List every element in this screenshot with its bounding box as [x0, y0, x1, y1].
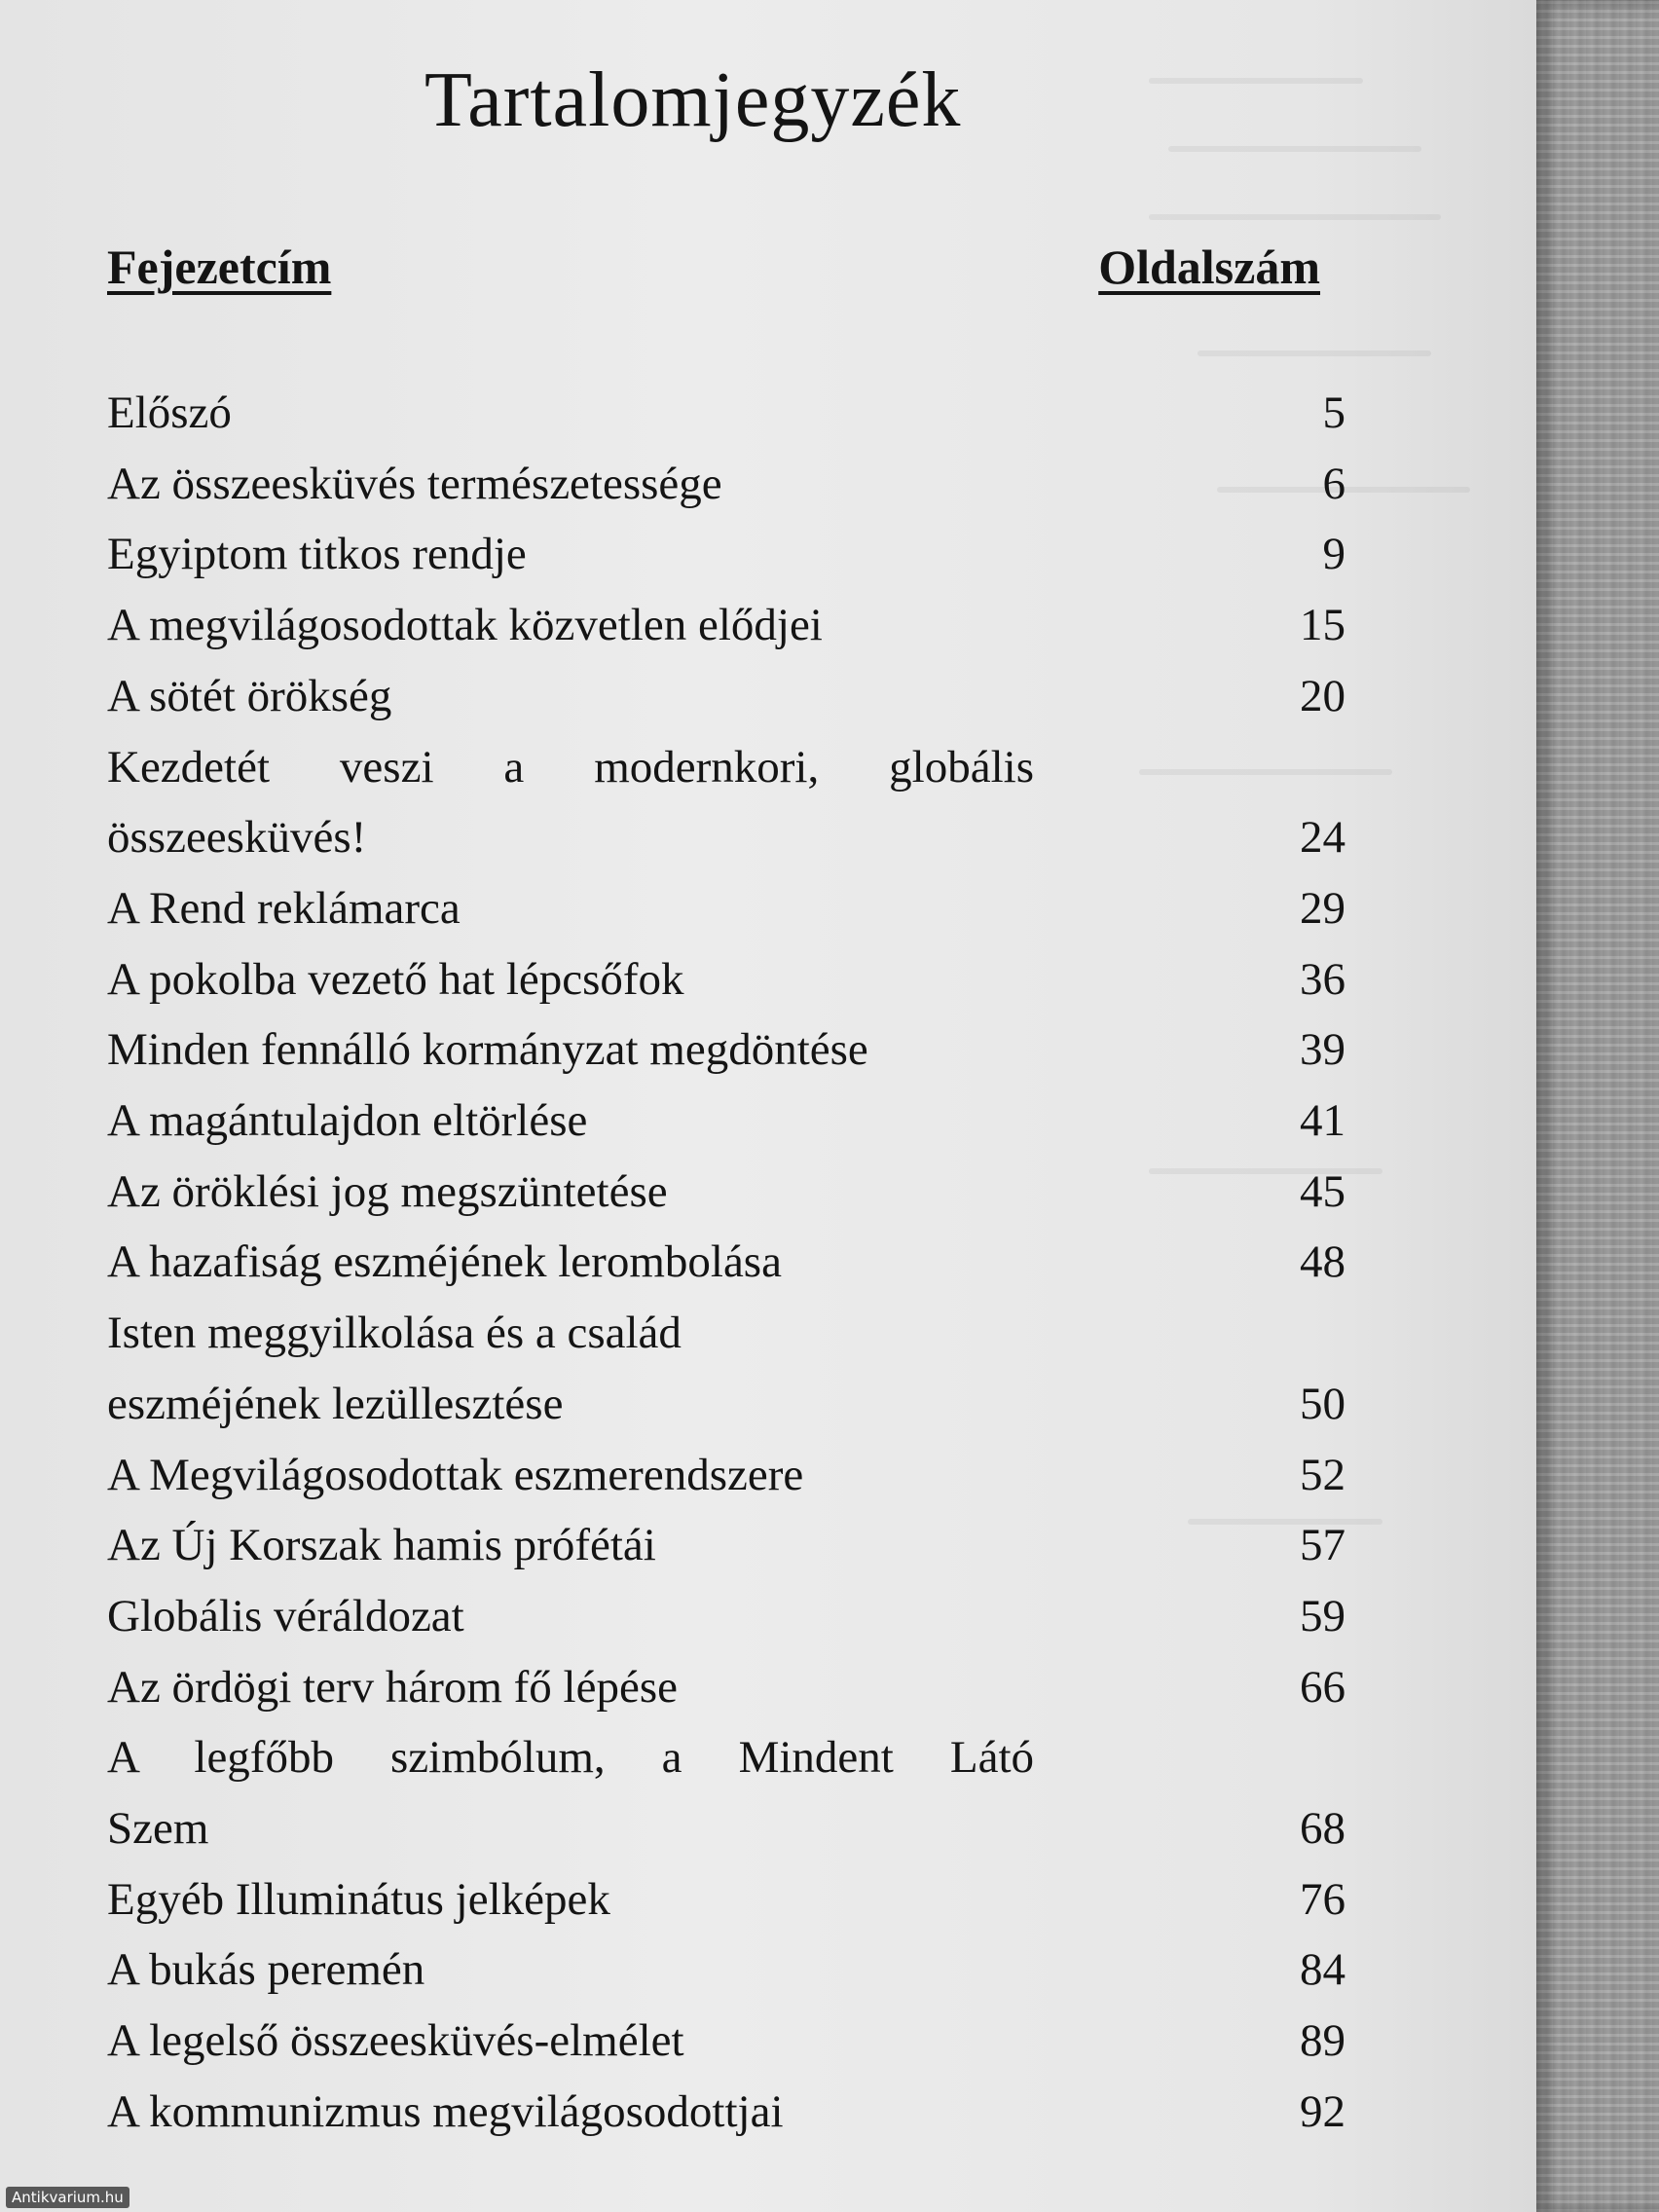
- toc-entry-page: 29: [1300, 882, 1346, 934]
- toc-entry-title: A Megvilágosodottak eszmerendszere: [107, 1449, 804, 1500]
- toc-entry-title: Egyiptom titkos rendje: [107, 529, 527, 580]
- toc-entry-title: Isten meggyilkolása és a család: [107, 1308, 682, 1359]
- toc-entry-title: A pokolba vezető hat lépcsőfok: [107, 953, 684, 1005]
- toc-entry: [107, 944, 1346, 1015]
- toc-entry-page: 50: [1300, 1378, 1346, 1429]
- toc-entry-title: A legfőbb szimbólum, a Mindent Látó: [107, 1732, 1034, 1784]
- toc-entry: [107, 1086, 1346, 1157]
- toc-entry-page: 41: [1300, 1095, 1346, 1147]
- toc-entry-page: 52: [1300, 1449, 1346, 1500]
- toc-entry-title: A megvilágosodottak közvetlen elődjei: [107, 600, 823, 651]
- toc-entry-page: 6: [1322, 458, 1346, 509]
- toc-entry: [107, 1935, 1346, 2006]
- toc-entry-title: A bukás peremén: [107, 1944, 425, 1996]
- toc-entry-title: Az ördögi terv három fő lépése: [107, 1661, 678, 1713]
- toc-entry: [107, 1652, 1346, 1723]
- toc-entry: [107, 449, 1346, 520]
- toc-entry-title: Az öröklési jog megszüntetése: [107, 1165, 668, 1217]
- toc-entry: [107, 1227, 1346, 1298]
- toc-entry-title: Globális véráldozat: [107, 1590, 464, 1641]
- toc-entry-page: 24: [1300, 812, 1346, 864]
- toc-entry-title: Egyéb Illuminátus jelképek: [107, 1873, 610, 1925]
- toc-entry-title: A kommunizmus megvilágosodottjai: [107, 2085, 784, 2137]
- toc-entry-title: A magántulajdon eltörlése: [107, 1095, 588, 1147]
- toc-entry-page: 92: [1300, 2085, 1346, 2137]
- toc-entry: [107, 378, 1346, 449]
- toc-entry-title: A legelső összeesküvés-elmélet: [107, 2015, 684, 2067]
- toc-entry-page: 20: [1300, 670, 1346, 721]
- toc-entry-title: A hazafiság eszméjének lerombolása: [107, 1236, 782, 1288]
- toc-entry-page: 15: [1300, 600, 1346, 651]
- toc-entry-title-continued: összeesküvés!: [107, 812, 367, 864]
- toc-entry: [107, 873, 1346, 944]
- toc-entry-page: 76: [1300, 1873, 1346, 1925]
- table-of-contents: [107, 378, 1346, 2148]
- toc-entry: [107, 1298, 1346, 1439]
- toc-entry: [107, 1864, 1346, 1936]
- toc-entry-page: 36: [1300, 953, 1346, 1005]
- toc-entry-title-continued: Szem: [107, 1803, 209, 1855]
- show-through-line: [1198, 350, 1431, 356]
- page-title: Tartalomjegyzék: [424, 57, 962, 143]
- toc-entry-page: 9: [1322, 529, 1346, 580]
- watermark: Antikvarium.hu: [6, 2187, 129, 2208]
- toc-entry-title: A sötét örökség: [107, 670, 392, 721]
- toc-entry-title: Az összeesküvés természetessége: [107, 458, 722, 509]
- toc-entry: [107, 1157, 1346, 1228]
- toc-entry-page: 84: [1300, 1944, 1346, 1996]
- toc-entry: [107, 1014, 1346, 1086]
- toc-entry: [107, 519, 1346, 590]
- toc-entry: [107, 732, 1346, 873]
- toc-entry-page: 68: [1300, 1803, 1346, 1855]
- toc-entry: [107, 1581, 1346, 1652]
- column-header-chapter: Fejezetcím: [107, 240, 332, 294]
- show-through-line: [1149, 78, 1363, 84]
- toc-entry-page: 5: [1322, 387, 1346, 438]
- toc-entry: [107, 590, 1346, 661]
- toc-entry-page: 66: [1300, 1661, 1346, 1713]
- toc-entry: [107, 1510, 1346, 1581]
- column-header-page: Oldalszám: [1098, 240, 1320, 294]
- toc-entry-title: Előszó: [107, 387, 232, 438]
- background-edge: [1536, 0, 1659, 2212]
- toc-entry: [107, 1722, 1346, 1863]
- toc-entry-title: Kezdetét veszi a modernkori, globális: [107, 741, 1034, 793]
- toc-entry-page: 45: [1300, 1165, 1346, 1217]
- toc-entry: [107, 661, 1346, 732]
- show-through-line: [1168, 146, 1421, 152]
- toc-entry-page: 57: [1300, 1520, 1346, 1571]
- toc-entry-title: Minden fennálló kormányzat megdöntése: [107, 1024, 868, 1076]
- toc-entry-page: 39: [1300, 1024, 1346, 1076]
- toc-entry-page: 59: [1300, 1590, 1346, 1641]
- toc-entry-title: A Rend reklámarca: [107, 882, 461, 934]
- toc-entry-title: Az Új Korszak hamis prófétái: [107, 1520, 656, 1571]
- toc-entry-page: 89: [1300, 2015, 1346, 2067]
- toc-entry: [107, 2006, 1346, 2077]
- toc-entry: [107, 2077, 1346, 2148]
- toc-entry-title-continued: eszméjének lezüllesztése: [107, 1378, 564, 1429]
- show-through-line: [1149, 214, 1441, 220]
- toc-entry: [107, 1440, 1346, 1511]
- toc-entry-page: 48: [1300, 1236, 1346, 1288]
